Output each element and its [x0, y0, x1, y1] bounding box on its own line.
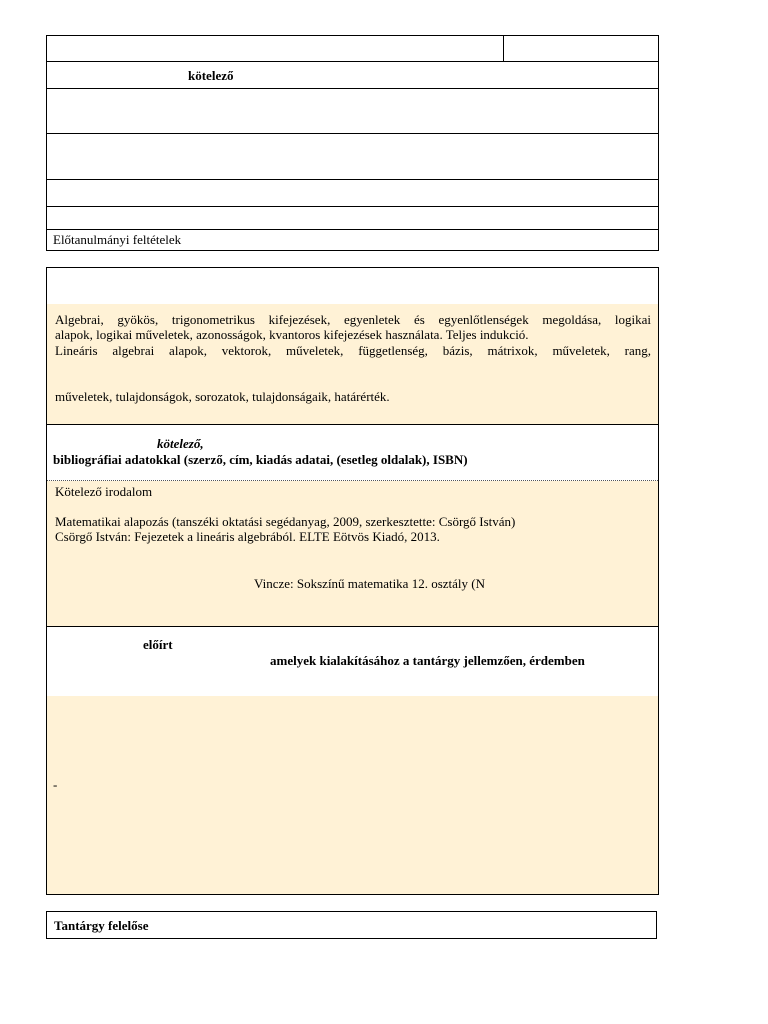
- competences-highlight: [47, 696, 658, 894]
- row-divider: [46, 206, 659, 207]
- content-paragraph: alapok, logikai műveletek, azonosságok, kvantoros kifejezések használata. Teljes indukció.: [55, 327, 529, 342]
- course-responsible-label: Tantárgy felelőse: [54, 918, 149, 933]
- section-divider: [46, 424, 659, 425]
- row-divider: [46, 179, 659, 180]
- bibliography-heading: bibliográfiai adatokkal (szerző, cím, kiadás adatai, (esetleg oldalak), ISBN): [53, 452, 468, 467]
- column-divider: [503, 35, 504, 62]
- mandatory-label: kötelező: [188, 68, 234, 83]
- required-literature-label: Kötelező irodalom: [55, 484, 153, 499]
- content-paragraph: műveletek, tulajdonságok, sorozatok, tulajdonságaik, határérték.: [55, 389, 390, 404]
- section-divider: [46, 626, 659, 627]
- literature-item: Matematikai alapozás (tanszéki oktatási segédanyag, 2009, szerkesztette: Csörgő István): [55, 514, 516, 529]
- row-divider: [46, 88, 659, 89]
- competences-heading: előírt: [143, 637, 173, 652]
- literature-highlight: [47, 481, 658, 626]
- competences-heading: amelyek kialakításához a tantárgy jellemzően, érdemben: [270, 653, 585, 668]
- content-paragraph: Lineáris algebrai alapok, vektorok, műveletek, függetlenség, bázis, mátrixok, műveletek, rang,: [55, 343, 651, 358]
- prerequisites-label: Előtanulmányi feltételek: [53, 232, 182, 247]
- bibliography-heading: kötelező,: [157, 436, 204, 451]
- row-divider: [46, 133, 659, 134]
- literature-item: Vincze: Sokszínű matematika 12. osztály (N: [254, 576, 485, 591]
- row-divider: [46, 229, 659, 230]
- literature-item: Csörgő István: Fejezetek a lineáris algebrából. ELTE Eötvös Kiadó, 2013.: [55, 529, 440, 544]
- competences-dash: -: [53, 777, 58, 792]
- content-paragraph: Algebrai, gyökös, trigonometrikus kifejezések, egyenletek és egyenlőtlenségek megoldása, logikai: [55, 312, 651, 327]
- course-info-table: [46, 35, 659, 251]
- row-divider: [46, 61, 659, 62]
